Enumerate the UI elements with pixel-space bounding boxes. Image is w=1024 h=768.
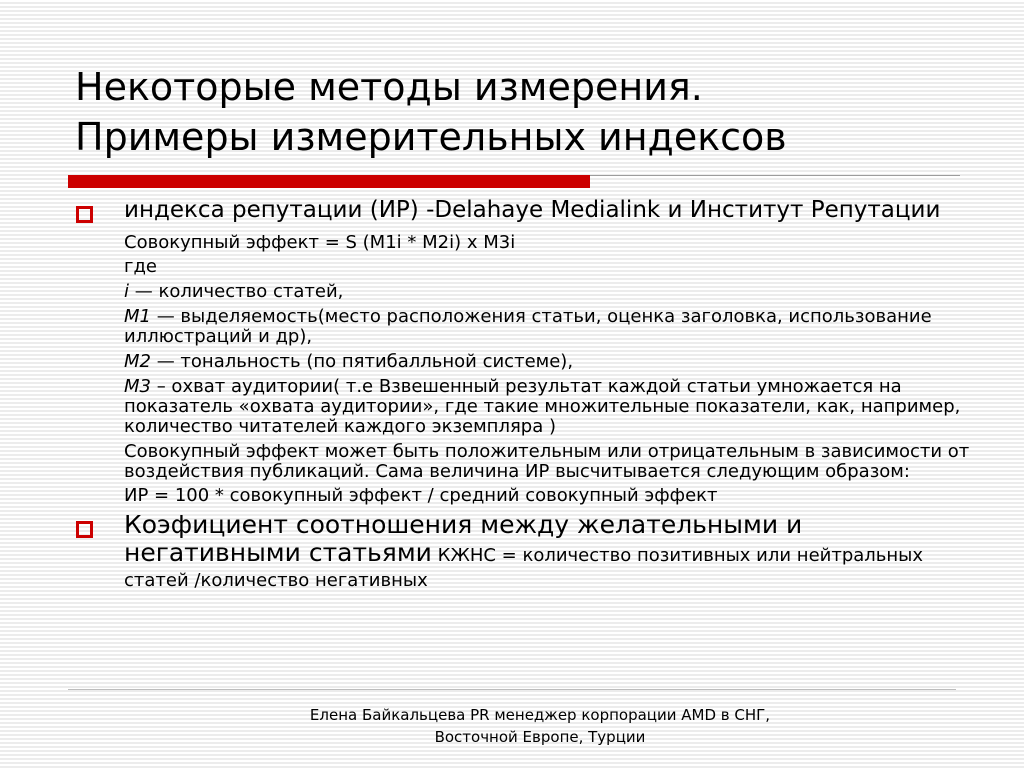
where-line: где (124, 256, 157, 277)
bullet-reputation-index (76, 198, 1006, 222)
slide-footer (200, 704, 880, 748)
title-accent-bar (68, 175, 590, 188)
slide-body (76, 198, 1006, 593)
definition-i-label: i (124, 281, 130, 302)
definition-m3 (124, 377, 1004, 437)
footer-line-1: Елена Байкальцева PR менеджер корпорации AMD в СНГ, (309, 706, 771, 724)
definition-i (124, 282, 1004, 302)
definition-m2-label: M2 (124, 351, 151, 372)
definition-i-text: — количество статей, (129, 281, 344, 302)
bullet-ratio-heading: Коэфициент соотношения между желательными и негативными статьями (124, 510, 803, 567)
bullet-ratio-text (124, 512, 984, 593)
ir-formula-line: ИР = 100 * совокупный эффект / средний совокупный эффект (124, 485, 718, 506)
definition-m2 (124, 352, 1004, 372)
definition-m3-text: – охват аудитории( т.е Взвешенный результат каждой статьи умножается на показатель «охвата аудитории», где такие множительные показатели, как, например, количество читателей каждого экземпляра ) (124, 376, 961, 437)
definition-m2-text: — тональность (по пятибалльной системе), (150, 351, 574, 372)
title-line-1: Некоторые методы измерения. (75, 65, 703, 109)
formula-line: Совокупный эффект = S (M1i * M2i) x M3i (124, 232, 516, 253)
title-line-2: Примеры измерительных индексов (75, 115, 787, 159)
bullet-reputation-text: индекса репутации (ИР) -Delahaye Medialink и Институт Репутации (124, 197, 941, 223)
effect-note: Совокупный эффект может быть положительным или отрицательным в зависимости от воздействия публикаций. Сама величина ИР высчитывается следующим образом: (124, 441, 970, 482)
footer-divider-line (68, 689, 956, 690)
title-divider-line (590, 175, 960, 176)
footer-line-2: Восточной Европе, Турции (434, 728, 646, 746)
slide-title (75, 62, 975, 162)
bullet-ratio-coefficient (76, 512, 1006, 593)
definition-m1-label: M1 (124, 306, 151, 327)
bullet-ratio-formula: КЖНС = количество позитивных или нейтральных статей /количество негативных (124, 545, 924, 591)
hollow-square-icon (76, 206, 93, 223)
definition-m3-label: M3 (124, 376, 151, 397)
definition-m1-text: — выделяемость(место расположения статьи, оценка заголовка, использование иллюстраций и др), (124, 306, 932, 347)
definition-m1 (124, 307, 1004, 347)
hollow-square-icon (76, 521, 93, 538)
